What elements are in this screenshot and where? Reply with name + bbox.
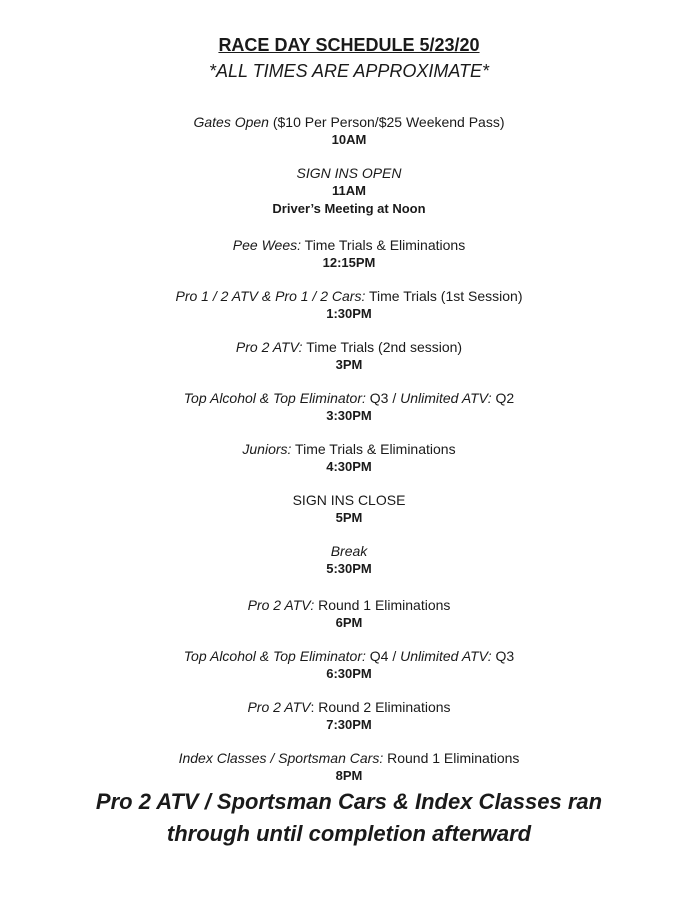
entry-time: 11AM bbox=[332, 183, 366, 198]
entry-description bbox=[0, 698, 698, 716]
entry-time: 6:30PM bbox=[326, 666, 372, 681]
entry-label: Index Classes / Sportsman Cars: bbox=[178, 750, 384, 766]
entry-label: Gates Open bbox=[193, 114, 269, 130]
entry-label-secondary: Unlimited ATV: bbox=[400, 648, 492, 664]
entry-time: 5:30PM bbox=[326, 561, 372, 576]
entry-time: 8PM bbox=[335, 768, 363, 783]
schedule-entry bbox=[0, 491, 698, 527]
entry-detail-secondary: Q3 bbox=[491, 648, 515, 664]
schedule-entry bbox=[0, 542, 698, 578]
schedule-entry bbox=[0, 596, 698, 632]
entry-time: 12:15PM bbox=[322, 255, 376, 270]
entry-label: Pro 1 / 2 ATV & Pro 1 / 2 Cars: bbox=[175, 288, 366, 304]
schedule-entry bbox=[0, 338, 698, 374]
entry-description bbox=[0, 647, 698, 665]
entry-detail: Q3 / bbox=[365, 390, 401, 406]
entry-label: Pro 2 ATV bbox=[247, 699, 311, 715]
entry-label: SIGN INS OPEN bbox=[296, 165, 402, 181]
entry-detail: SIGN INS CLOSE bbox=[292, 492, 406, 508]
entry-time: 1:30PM bbox=[326, 306, 372, 321]
entry-time: 7:30PM bbox=[326, 717, 372, 732]
schedule-entry bbox=[0, 389, 698, 425]
entry-time: 4:30PM bbox=[326, 459, 372, 474]
entry-detail: : Round 2 Eliminations bbox=[310, 699, 451, 715]
footer-line-2: through until completion afterward bbox=[166, 821, 532, 846]
entry-description bbox=[0, 287, 698, 305]
entry-label: Pro 2 ATV: bbox=[247, 597, 315, 613]
schedule-entry bbox=[0, 287, 698, 323]
entry-detail: Time Trials (1st Session) bbox=[365, 288, 523, 304]
entry-detail: Time Trials & Eliminations bbox=[301, 237, 466, 253]
entry-description bbox=[0, 164, 698, 182]
entry-description bbox=[0, 749, 698, 767]
schedule-entry bbox=[0, 749, 698, 785]
schedule-entry bbox=[0, 236, 698, 272]
schedule-entry bbox=[0, 440, 698, 476]
entry-time: 6PM bbox=[335, 615, 363, 630]
entry-description bbox=[0, 542, 698, 560]
entry-label: Top Alcohol & Top Eliminator: bbox=[183, 390, 366, 406]
entry-label: Pee Wees: bbox=[232, 237, 302, 253]
entry-description bbox=[0, 236, 698, 254]
entry-description bbox=[0, 596, 698, 614]
entry-detail: ($10 Per Person/$25 Weekend Pass) bbox=[268, 114, 505, 130]
schedule-entry bbox=[0, 647, 698, 683]
schedule-entry bbox=[0, 164, 698, 218]
entry-time: 3PM bbox=[335, 357, 363, 372]
entry-time: 3:30PM bbox=[326, 408, 372, 423]
entry-detail-secondary: Q2 bbox=[491, 390, 515, 406]
entry-label: Pro 2 ATV: bbox=[235, 339, 303, 355]
entry-detail: Round 1 Eliminations bbox=[314, 597, 451, 613]
entry-description bbox=[0, 338, 698, 356]
entry-label: Break bbox=[330, 543, 368, 559]
entry-detail: Time Trials (2nd session) bbox=[302, 339, 463, 355]
entry-label: Juniors: bbox=[242, 441, 292, 457]
entry-description bbox=[0, 440, 698, 458]
entry-note: Driver’s Meeting at Noon bbox=[272, 201, 426, 216]
entry-description bbox=[0, 389, 698, 407]
page-title: RACE DAY SCHEDULE 5/23/20 bbox=[218, 35, 480, 55]
entry-label: Top Alcohol & Top Eliminator: bbox=[183, 648, 366, 664]
entry-description bbox=[0, 113, 698, 131]
entry-detail: Q4 / bbox=[365, 648, 401, 664]
footer-line-1: Pro 2 ATV / Sportsman Cars & Index Classes ran bbox=[95, 789, 603, 814]
footer-note bbox=[0, 786, 698, 850]
entry-detail: Round 1 Eliminations bbox=[383, 750, 520, 766]
entry-time: 5PM bbox=[335, 510, 363, 525]
schedule-entry bbox=[0, 698, 698, 734]
page-subtitle: *ALL TIMES ARE APPROXIMATE* bbox=[208, 61, 490, 81]
entry-description bbox=[0, 491, 698, 509]
schedule-entry bbox=[0, 113, 698, 149]
entry-label-secondary: Unlimited ATV: bbox=[400, 390, 492, 406]
entry-time: 10AM bbox=[331, 132, 367, 147]
entry-detail: Time Trials & Eliminations bbox=[291, 441, 456, 457]
